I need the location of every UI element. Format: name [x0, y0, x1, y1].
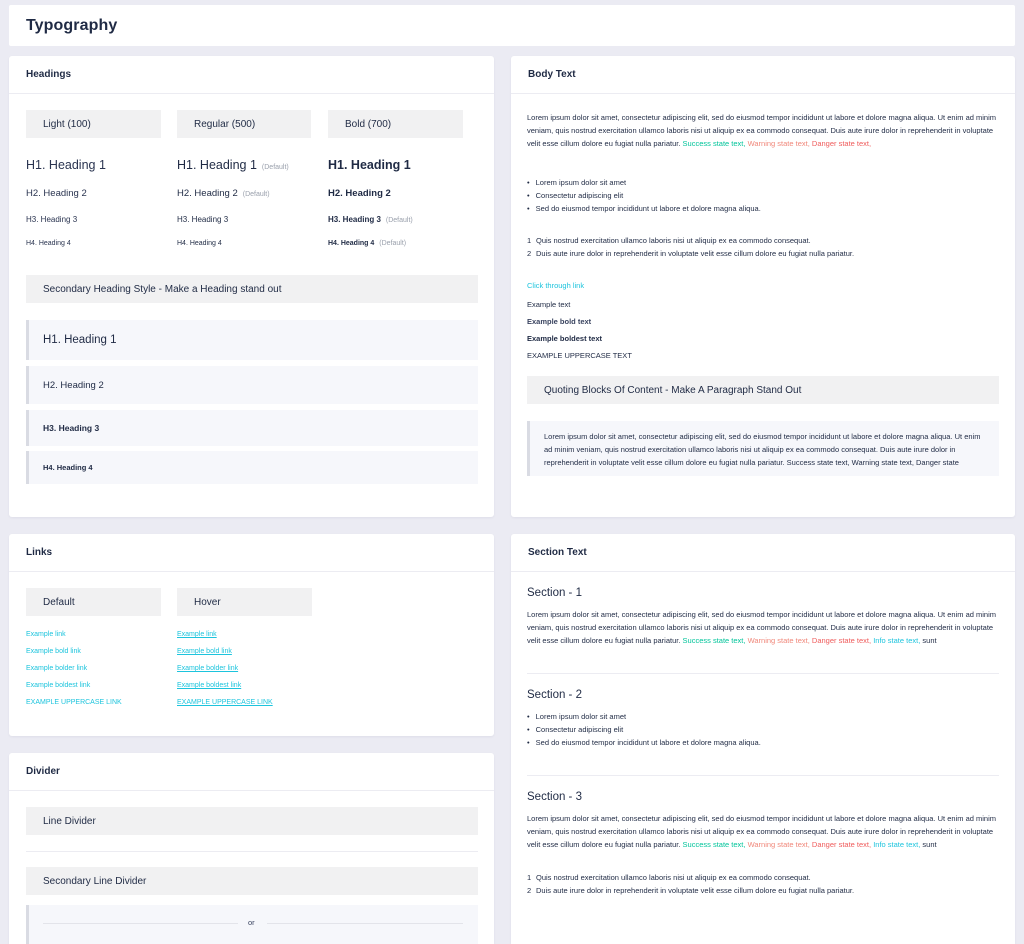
danger-text: Danger state text,	[811, 139, 872, 148]
body-numbered-list	[527, 234, 854, 260]
list-item	[527, 247, 854, 260]
success-text: Success state text,	[682, 840, 746, 849]
headings-card-title: Headings	[9, 56, 494, 94]
secondary-h1: H1. Heading 1	[26, 320, 478, 360]
divider-line-left	[43, 923, 238, 924]
list-item	[527, 234, 854, 247]
list-number: 2	[527, 886, 532, 895]
section-3-title: Section - 3	[527, 791, 582, 803]
body-paragraph-text: Lorem ipsum dolor sit amet, consectetur adipiscing elit, sed do eiusmod tempor incididunt ut labore et dolore magna aliqua. Ut enim ad minim veniam, quis nostrud exercitation ullamco laboris nisi ut aliquip ex ea commodo consequat. Duis aute irure dolor in reprehenderit in voluptate velit esse cillum dolore eu fugiat nulla pariatur.	[527, 113, 996, 148]
list-item: • Sed do eiusmod tempor incididunt ut labore et dolore magna aliqua.	[527, 736, 761, 749]
list-item	[527, 871, 854, 884]
links-default-label: Default	[26, 588, 161, 616]
links-card-title: Links	[9, 534, 494, 572]
list-text: Quis nostrud exercitation ullamco laboris nisi ut aliquip ex ea commodo consequat.	[536, 236, 811, 245]
section-divider	[527, 775, 999, 776]
bold-h2: H2. Heading 2	[328, 188, 391, 199]
light-h4: H4. Heading 4	[26, 240, 71, 247]
divider-card	[9, 753, 494, 944]
section-2-bullet-list	[527, 710, 761, 749]
secondary-h3: H3. Heading 3	[26, 410, 478, 446]
warning-text: Warning state text,	[747, 636, 810, 645]
warning-text: Warning state text,	[747, 840, 810, 849]
example-boldest-link-hover[interactable]: Example boldest link	[177, 682, 242, 689]
section-divider	[527, 673, 999, 674]
default-tag: (Default)	[379, 240, 407, 247]
bold-h3-text: H3. Heading 3	[328, 215, 381, 224]
light-h3: H3. Heading 3	[26, 215, 78, 224]
light-h2: H2. Heading 2	[26, 188, 87, 199]
section-text-card	[511, 534, 1015, 944]
success-text: Success state text,	[682, 139, 746, 148]
list-text: Duis aute irure dolor in reprehenderit in voluptate velit esse cillum dolore eu fugiat nulla pariatur.	[536, 886, 855, 895]
divider-card-title: Divider	[9, 753, 494, 791]
example-uppercase-link-hover[interactable]: EXAMPLE UPPERCASE LINK	[177, 699, 273, 706]
body-text-card	[511, 56, 1015, 517]
section-1-text: Lorem ipsum dolor sit amet, consectetur adipiscing elit, sed do eiusmod tempor incididunt ut labore et dolore magna aliqua. Ut enim ad minim veniam, quis nostrud exercitation ullamco laboris nisi ut aliquip ex ea commodo consequat. Duis aute irure dolor in reprehenderit in voluptate velit esse cillum dolore eu fugiat nulla pariatur.	[527, 610, 996, 645]
list-number: 2	[527, 249, 532, 258]
line-divider	[26, 851, 478, 852]
page-header	[9, 5, 1015, 46]
example-uppercase-link[interactable]: EXAMPLE UPPERCASE LINK	[26, 699, 122, 706]
weight-light-label: Light (100)	[26, 110, 161, 138]
example-bold-text: Example bold text	[527, 317, 592, 326]
example-bold-link[interactable]: Example bold link	[26, 648, 81, 655]
regular-h1-text: H1. Heading 1	[177, 158, 257, 172]
list-item: • Consectetur adipiscing elit	[527, 723, 761, 736]
section-3-numbered-list	[527, 871, 854, 897]
list-item: • Lorem ipsum dolor sit amet	[527, 710, 761, 723]
tail-text: sunt	[922, 636, 937, 645]
default-tag: (Default)	[242, 191, 270, 198]
list-text: Duis aute irure dolor in reprehenderit in voluptate velit esse cillum dolore eu fugiat nulla pariatur.	[536, 249, 855, 258]
bold-h4-text: H4. Heading 4	[328, 240, 375, 247]
divider-or-text: or	[248, 918, 255, 927]
list-number: 1	[527, 873, 532, 882]
list-item: • Sed do eiusmod tempor incididunt ut labore et dolore magna aliqua.	[527, 202, 761, 215]
regular-h2-text: H2. Heading 2	[177, 188, 238, 199]
tail-text: sunt	[922, 840, 937, 849]
example-bolder-link[interactable]: Example bolder link	[26, 665, 88, 672]
body-bullet-list	[527, 176, 761, 215]
example-boldest-link[interactable]: Example boldest link	[26, 682, 91, 689]
bold-h4	[328, 240, 406, 247]
secondary-divider-label: Secondary Line Divider	[26, 867, 478, 895]
default-tag: (Default)	[261, 164, 289, 171]
body-paragraph	[527, 111, 999, 150]
click-through-link[interactable]: Click through link	[527, 281, 585, 290]
regular-h3: H3. Heading 3	[177, 215, 229, 224]
bold-h1	[328, 158, 411, 172]
secondary-h4: H4. Heading 4	[26, 451, 478, 484]
list-item	[527, 884, 854, 897]
weight-bold-label: Bold (700)	[328, 110, 463, 138]
section-text-card-title: Section Text	[511, 534, 1015, 572]
regular-h1	[177, 158, 289, 172]
headings-card	[9, 56, 494, 517]
section-3-paragraph	[527, 812, 999, 851]
secondary-divider-box	[26, 905, 478, 944]
links-card	[9, 534, 494, 736]
weight-regular-label: Regular (500)	[177, 110, 311, 138]
info-text: Info state text,	[873, 636, 921, 645]
danger-text: Danger state text,	[811, 840, 872, 849]
list-number: 1	[527, 236, 532, 245]
section-3-text: Lorem ipsum dolor sit amet, consectetur adipiscing elit, sed do eiusmod tempor incididunt ut labore et dolore magna aliqua. Ut enim ad minim veniam, quis nostrud exercitation ullamco laboris nisi ut aliquip ex ea commodo consequat. Duis aute irure dolor in reprehenderit in voluptate velit esse cillum dolore eu fugiat nulla pariatur.	[527, 814, 996, 849]
example-link[interactable]: Example link	[26, 631, 66, 638]
danger-text: Danger state text,	[811, 636, 872, 645]
secondary-heading-style: Secondary Heading Style - Make a Heading stand out	[26, 275, 478, 303]
regular-h4: H4. Heading 4	[177, 240, 222, 247]
regular-h2	[177, 188, 270, 199]
list-item: • Lorem ipsum dolor sit amet	[527, 176, 761, 189]
info-text: Info state text,	[873, 840, 921, 849]
secondary-h2: H2. Heading 2	[26, 366, 478, 404]
divider-line-right	[267, 923, 463, 924]
quote-paragraph: Lorem ipsum dolor sit amet, consectetur adipiscing elit, sed do eiusmod tempor incididunt ut labore et dolore magna aliqua. Ut enim ad minim veniam, quis nostrud exercitation ullamco laboris nisi ut aliquip ex ea commodo consequat. Duis aute irure dolor in reprehenderit in voluptate velit esse cillum dolore eu fugiat nulla pariatur. Success state text, Warning state text, Danger state	[544, 432, 981, 467]
section-1-paragraph	[527, 608, 999, 647]
example-link-hover[interactable]: Example link	[177, 631, 217, 638]
example-bold-link-hover[interactable]: Example bold link	[177, 648, 232, 655]
quote-block	[527, 421, 999, 476]
success-text: Success state text,	[682, 636, 746, 645]
section-2-title: Section - 2	[527, 689, 582, 701]
section-1-title: Section - 1	[527, 587, 582, 599]
example-boldest-text: Example boldest text	[527, 334, 603, 343]
links-hover-label: Hover	[177, 588, 312, 616]
default-tag: (Default)	[385, 217, 413, 224]
bold-h3	[328, 215, 413, 224]
example-uppercase-text: EXAMPLE UPPERCASE TEXT	[527, 351, 632, 360]
quote-title: Quoting Blocks Of Content - Make A Paragraph Stand Out	[527, 376, 999, 404]
example-text: Example text	[527, 300, 571, 309]
list-text: Quis nostrud exercitation ullamco laboris nisi ut aliquip ex ea commodo consequat.	[536, 873, 811, 882]
body-text-card-title: Body Text	[511, 56, 1015, 94]
example-bolder-link-hover[interactable]: Example bolder link	[177, 665, 239, 672]
page-title: Typography	[26, 17, 118, 34]
line-divider-label: Line Divider	[26, 807, 478, 835]
light-h1: H1. Heading 1	[26, 158, 106, 172]
bold-h1-text: H1. Heading 1	[328, 158, 411, 172]
list-item: • Consectetur adipiscing elit	[527, 189, 761, 202]
warning-text: Warning state text,	[747, 139, 810, 148]
